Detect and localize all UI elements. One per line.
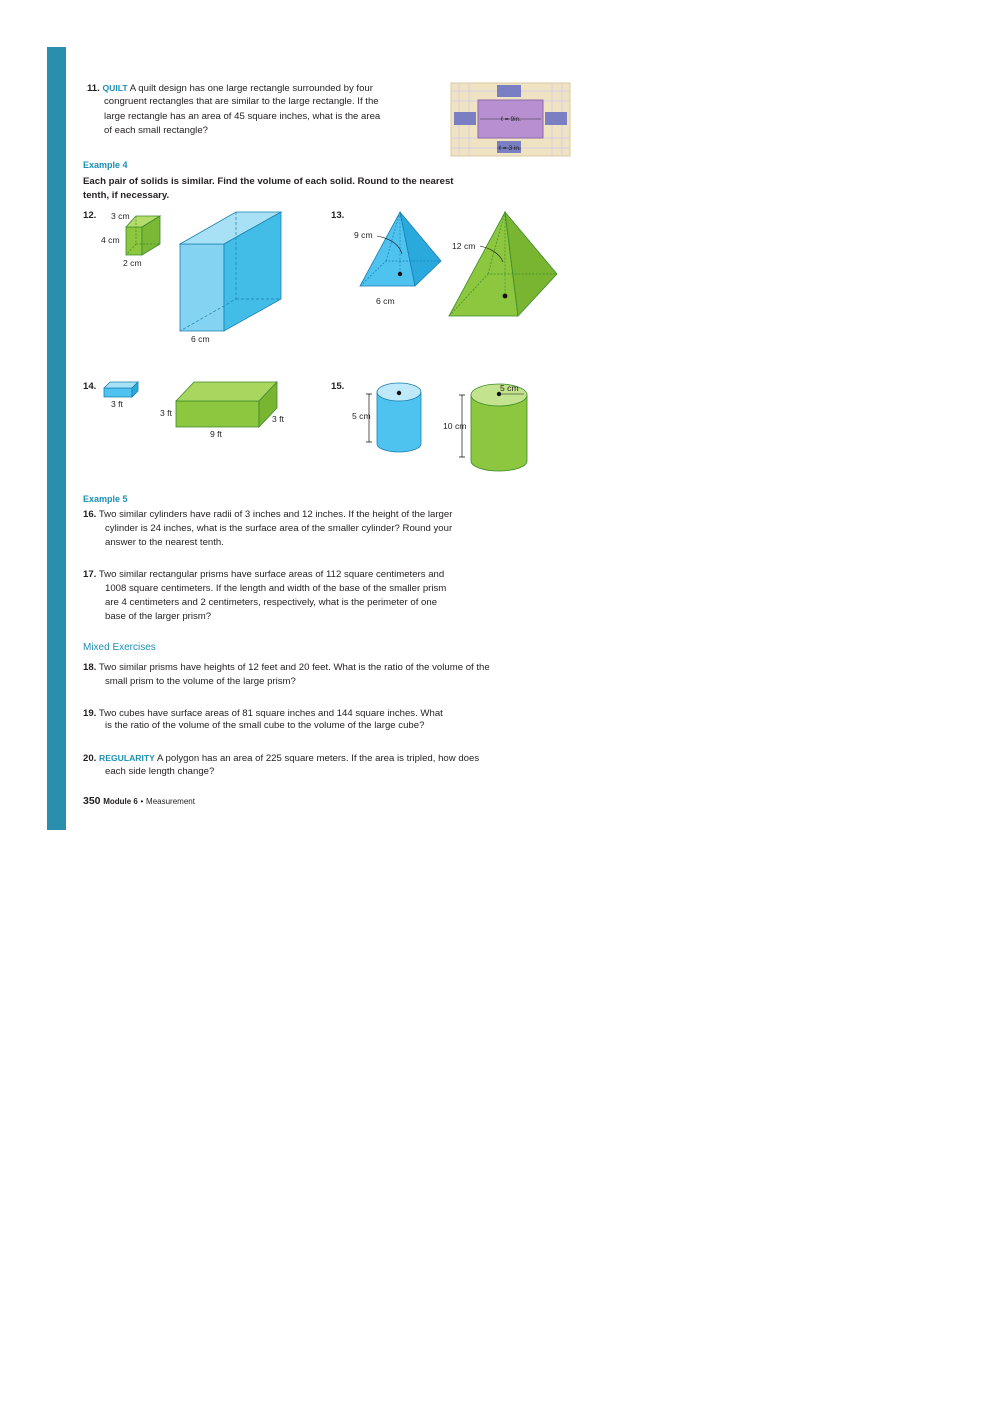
dimension-label: 5 cm — [500, 383, 519, 393]
dimension-label: 3 cm — [111, 211, 130, 221]
question-text-line: of each small rectangle? — [104, 125, 208, 136]
question-text-line: are 4 centimeters and 2 centimeters, respectively, what is the perimeter of one — [105, 597, 438, 608]
dimension-label: 2 cm — [123, 258, 142, 268]
question-text-line: Two similar prisms have heights of 12 feet and 20 feet. What is the ratio of the volume of the — [98, 662, 490, 673]
question-number: 16. — [83, 509, 97, 520]
footer-separator: • — [140, 797, 144, 806]
question-text-line: Two similar cylinders have radii of 3 inches and 12 inches. If the height of the larger — [98, 509, 453, 520]
question-number: 17. — [83, 569, 97, 580]
instructions: tenth, if necessary. — [83, 190, 170, 201]
page-footer — [83, 794, 195, 809]
question-text-line: cylinder is 24 inches, what is the surface area of the smaller cylinder? Round your — [105, 523, 453, 534]
question-text-line: Two similar rectangular prisms have surface areas of 112 square centimeters and — [98, 569, 445, 580]
example-heading: Example 4 — [83, 160, 128, 170]
question-20 — [83, 751, 479, 766]
dimension-label: 6 cm — [191, 334, 210, 344]
question-text-line: answer to the nearest tenth. — [105, 537, 224, 548]
question-number: 18. — [83, 662, 97, 673]
instructions: Each pair of solids is similar. Find the volume of each solid. Round to the nearest — [83, 176, 454, 187]
dimension-label: 3 ft — [272, 414, 284, 424]
page-number: 350 — [83, 795, 101, 807]
example-heading: Example 5 — [83, 494, 128, 504]
question-18 — [83, 661, 490, 675]
dimension-label: 10 cm — [443, 421, 467, 431]
question-text-line: congruent rectangles that are similar to the large rectangle. If the — [104, 96, 379, 107]
dimension-label: 5 cm — [352, 411, 371, 421]
question-number: 11. — [87, 83, 100, 94]
question-text-line: Two cubes have surface areas of 81 square inches and 144 square inches. What — [98, 708, 443, 719]
dimension-label: 12 cm — [452, 241, 476, 251]
dimension-label: 4 cm — [101, 235, 120, 245]
question-text-line: is the ratio of the volume of the small cube to the volume of the large cube? — [105, 720, 425, 731]
section-heading: Mixed Exercises — [83, 642, 156, 653]
dimension-label: 9 ft — [210, 429, 222, 439]
dimension-label: 6 cm — [376, 296, 395, 306]
small-length-label: ℓ = 3 in. — [499, 145, 521, 152]
keyword-label: QUILT — [102, 83, 128, 93]
dimension-label: 3 ft — [160, 408, 172, 418]
question-number: 13. — [331, 210, 345, 221]
question-text-line: small prism to the volume of the large prism? — [105, 676, 296, 687]
question-number: 15. — [331, 381, 345, 392]
dimension-label: 3 ft — [111, 399, 123, 409]
question-16 — [83, 508, 452, 522]
question-number: 20. — [83, 753, 97, 764]
question-text-line: large rectangle has an area of 45 square inches, what is the area — [104, 111, 381, 122]
question-text-line: A polygon has an area of 225 square meters. If the area is tripled, how does — [157, 753, 480, 764]
question-text-line: each side length change? — [105, 766, 215, 777]
question-number: 14. — [83, 381, 97, 392]
keyword-label: REGULARITY — [99, 753, 155, 763]
question-text-line: A quilt design has one large rectangle surrounded by four — [129, 83, 373, 94]
question-text-line: 1008 square centimeters. If the length and width of the base of the smaller prism — [105, 583, 447, 594]
module-label: Module 6 — [103, 797, 138, 806]
question-number: 19. — [83, 708, 97, 719]
question-17 — [83, 568, 444, 582]
footer-title: Measurement — [146, 797, 195, 806]
question-number: 12. — [83, 210, 97, 221]
large-length-label: ℓ = 9in. — [501, 116, 521, 123]
question-text-line: base of the larger prism? — [105, 611, 212, 622]
dimension-label: 9 cm — [354, 230, 373, 240]
